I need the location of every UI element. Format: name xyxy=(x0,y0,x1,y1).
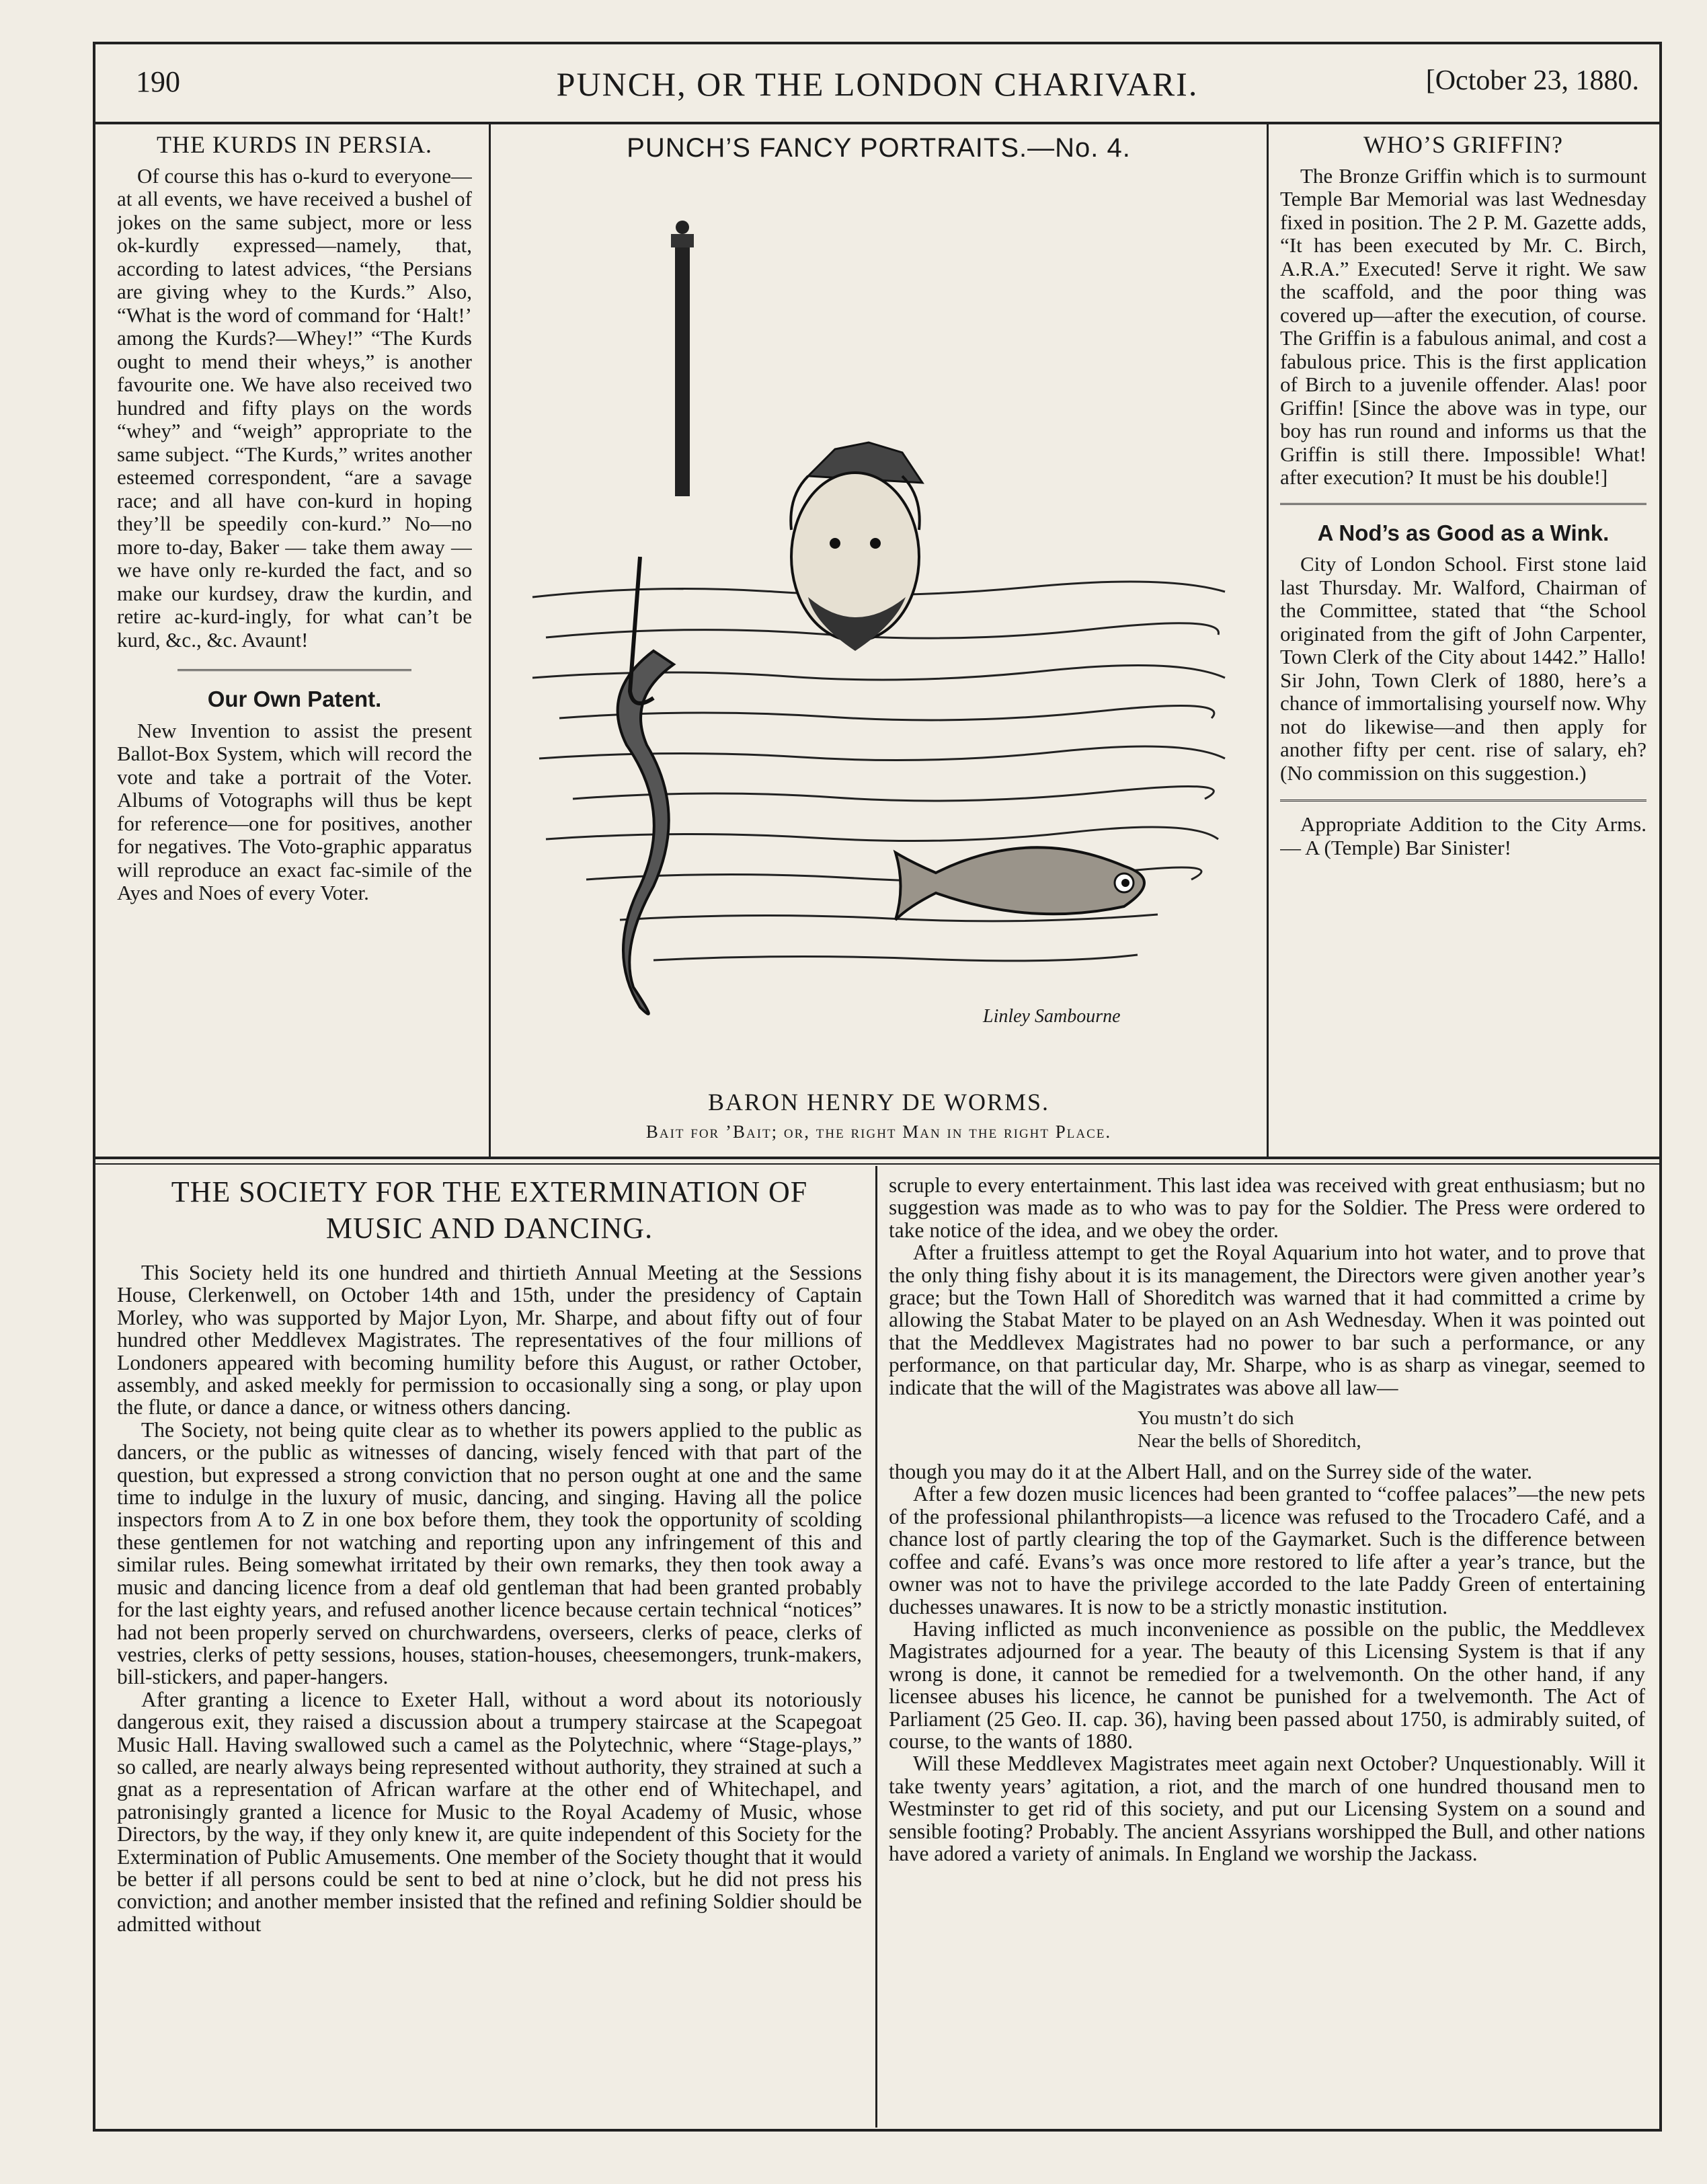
kurds-title: THE KURDS IN PERSIA. xyxy=(156,133,433,158)
griffin-article: The Bronze Griffin which is to surmount Temple Bar Memorial was last Wednesday fixed in position. The 2 P. M. Gazette adds, “It has been executed by Mr. C. Birch, A.R.A.” Executed! Serve it right. We saw the scaffold, and the poor thing was covered up—after the execution, of course. The Griffin is a fabulous animal, and cost a fabulous price. This is the first application of Birch to a juvenile offender. Alas! poor Griffin! [Since the above was in type, our boy has run round and informs us that the Griffin is still there. Impossible! What! after execution? It must be his double!] xyxy=(1280,163,1646,489)
section-separator xyxy=(1280,800,1646,804)
newspaper-page xyxy=(93,42,1662,2132)
patent-article: New Invention to assist the present Ballot-Box System, which will record the vote and take a portrait of the Voter. Albums of Votographs will thus be kept for reference—one for positives, another for negatives. The Voto-graphic apparatus will reproduce an exact fac-simile of the Ayes and Noes of every Voter. xyxy=(117,718,472,904)
article-right-column xyxy=(889,1174,1645,2122)
illustration-heading: PUNCH’S FANCY PORTRAITS.—No. 4. xyxy=(627,133,1131,163)
griffin-title: WHO’S GRIFFIN? xyxy=(1363,133,1563,158)
publication-title: PUNCH, OR THE LONDON CHARIVARI. xyxy=(556,65,1199,103)
portrait-head-icon xyxy=(791,473,919,651)
article-paragraph: This Society held its one hundred and thirtieth Annual Meeting at the Sessions House, Clerkenwell, on October 14th and 15th, under the presidency of Captain Morley, who was supported by Major Lyon, Mr. Sharpe, and about fifty out of four hundred other Meddlevex Magistrates. The representatives of the four millions of Londoners appeared with becoming humility before this August, or rather October, assembly, and asked meekly for permission to occasionally sing a song, or play upon the flute, or dance a dance, or witness others dancing. xyxy=(117,1261,862,1419)
column-rule-left xyxy=(489,124,491,1157)
page-header xyxy=(95,44,1659,125)
page-number: 190 xyxy=(136,65,180,98)
patent-title: Our Own Patent. xyxy=(207,687,382,711)
section-separator xyxy=(177,669,411,673)
article-paragraph: Will these Meddlevex Magistrates meet again next October? Unquestionably. Will it take twenty years’ agitation, a riot, and the march of one hundred thousand men to Westminster to get rid of this society, and put our Licensing System on a sound and sensible footing? Probably. The ancient Assyrians worshipped the Bull, and other nations have adored a variety of animals. In England we worship the Jackass. xyxy=(889,1752,1645,1865)
section-rule-thin xyxy=(95,1163,1659,1165)
kurds-article: Of course this has o-kurd to everyone—at all events, we have received a bushel of jokes on the same subject, more or less ok-kurdly expressed—namely, that, according to latest advices, “the Persians are giving whey to the Kurds.” Also, “What is the word of command for ‘Halt!’ among the Kurds?—Whey!” “The Kurds ought to mend their wheys,” is another favourite one. We have also received two hundred and fifty plays on the words “whey” and “weigh” appropriate to the same subject. “The Kurds,” writes another esteemed correspondent, “are a savage race; and all have con-kurd in hoping they’ll be speedily con-kurd.” No—no more to-day, Baker — take them away — we have only re-kurded the fact, and so make our kurdsey, draw the kurdin, and retire ac-kurd-ingly, for what can’t be kurd, &c., &c. Avaunt! xyxy=(117,163,472,652)
city-arms-paragraph: Appropriate Addition to the City Arms. — A (Temple) Bar Sinister! xyxy=(1280,812,1646,859)
article-paragraph: though you may do it at the Albert Hall, and on the Surrey side of the water. xyxy=(889,1460,1533,1484)
left-column xyxy=(117,133,472,1152)
fish-icon xyxy=(896,847,1144,920)
verse-line2: Near the bells of Shoreditch, xyxy=(1138,1430,1361,1452)
article-paragraph: The Society, not being quite clear as to whether its powers applied to the public as dancers, or the public as witnesses of dancing, wisely fenced with that part of the question, but expressed a strong conviction that no person ought at one and the same time to indulge in the luxury of music, dancing, and singing. Having all the police inspectors from A to Z in one box before them, they took the opportunity of scolding these gentlemen for not watching and reporting upon any infringement of this and similar rules. Being somewhat irritated by their own remarks, they then took away a music and dancing licence from a deaf old gentleman that had been granted probably for the last eighty years, and refused another licence because certain technical “notices” had not been properly served on churchwardens, overseers, clerks of peace, clerks of vestries, clerks of petty sessions, houses, station-houses, cheesemongers, trunk-makers, bill-stickers, and paper-hangers. xyxy=(117,1417,862,1689)
article-paragraph: After a fruitless attempt to get the Royal Aquarium into hot water, and to prove that the only thing fishy about it is its management, the Directors were given another year’s grace; but the Town Hall of Shoreditch was warned that it had committed a crime by allowing the Stabat Mater to be played on an Ash Wednesday. When it was pointed out that the Meddlevex Magistrates had no power to bar such a performance, or any performance, on that particular day, Mr. Sharpe, who is as sharp as vinegar, seemed to indicate that the will of the Magistrates was above all law— xyxy=(889,1241,1645,1399)
article-column-rule xyxy=(875,1166,877,2128)
article-paragraph: After granting a licence to Exeter Hall, without a word about its notoriously dangerous exit, they raised a discussion about a trumpery staircase at the Scapegoat Music Hall. Having swallowed such a camel as the Polytechnic, where “Stage-plays,” so called, are nearly always being represented without authority, they strained at such a gnat as a representation of African warfare at the other end of Whitechapel, and patronisingly granted a licence for Music to the Royal Academy of Music, whose Directors, by the way, if they only knew it, are quite independent of this Society for the Extermination of Public Amusements. One member of the Society thought that it would be better if all persons could be sent to bed at nine o’clock, but he did not press his conviction; and another member insisted that the refined and refining Soldier should be admitted without xyxy=(117,1687,862,1936)
verse-line1: You mustn’t do sich xyxy=(1138,1407,1294,1430)
article-left-column xyxy=(117,1174,862,2122)
article-paragraph: Having inflicted as much inconvenience as possible on the public, the Meddlevex Magistrates adjourned for a year. The beauty of this Licensing System is that if any wrong is done, it cannot be remedied for a twelvemonth. On the other hand, if any licensee abuses his licence, he cannot be punished for a twelvemonth. The Act of Parliament (25 Geo. II. cap. 36), having been passed about 1750, is admirably suited, of course, to the wants of 1880. xyxy=(889,1616,1645,1753)
caption-main: BARON HENRY DE WORMS. xyxy=(707,1089,1050,1116)
cartoon-illustration xyxy=(519,180,1238,1048)
article-title xyxy=(117,1174,862,1247)
article-paragraph: After a few dozen music licences had been granted to “coffee palaces”—the new pets of the professional philanthropists—a licence was refused to the Trocadero Café, and a chance lost of partly clearing the top of the Gaymarket. Such is the difference between coffee and café. Evans’s was once more restored to life after a year’s trance, but the owner was not to have the privilege accorded to the late Paddy Green of entertaining duchesses unawares. It is now to be a strictly monastic institution. xyxy=(889,1482,1645,1618)
nod-title: A Nod’s as Good as a Wink. xyxy=(1317,520,1610,545)
issue-date: [October 23, 1880. xyxy=(1425,65,1639,96)
section-separator xyxy=(1280,503,1646,507)
header-rule xyxy=(95,122,1659,124)
article-title-line2: MUSIC AND DANCING. xyxy=(325,1212,653,1245)
nod-article: City of London School. First stone laid last Thursday. Mr. Walford, Chairman of the Committee, stated that “the School originated from the gift of John Carpenter, Town Clerk of the City about 1442.” Hallo! Sir John, Town Clerk of 1880, here’s a chance of immortalising yourself now. Why not do likewise—and then apply for another fifty per cent. rise of salary, eh? (No commission on this suggestion.) xyxy=(1280,552,1646,785)
section-rule xyxy=(95,1157,1659,1159)
article-paragraph: scruple to every entertainment. This last idea was received with great enthusiasm; but no suggestion was made as to who was to pay for the Soldier. The Press were ordered to take notice of the idea, and we obey the order. xyxy=(889,1174,1645,1242)
artist-signature: Linley Sambourne xyxy=(983,1006,1121,1027)
article-title-line1: THE SOCIETY FOR THE EXTERMINATION OF xyxy=(171,1175,808,1208)
right-column xyxy=(1280,133,1646,1152)
column-rule-right xyxy=(1267,124,1269,1157)
caption-sub: Bait for ’Bait; or, the right Man in the right Place. xyxy=(645,1122,1112,1142)
fishing-float-icon xyxy=(671,221,694,496)
illustration-column xyxy=(499,133,1259,1152)
verse-quote xyxy=(1138,1407,1645,1452)
